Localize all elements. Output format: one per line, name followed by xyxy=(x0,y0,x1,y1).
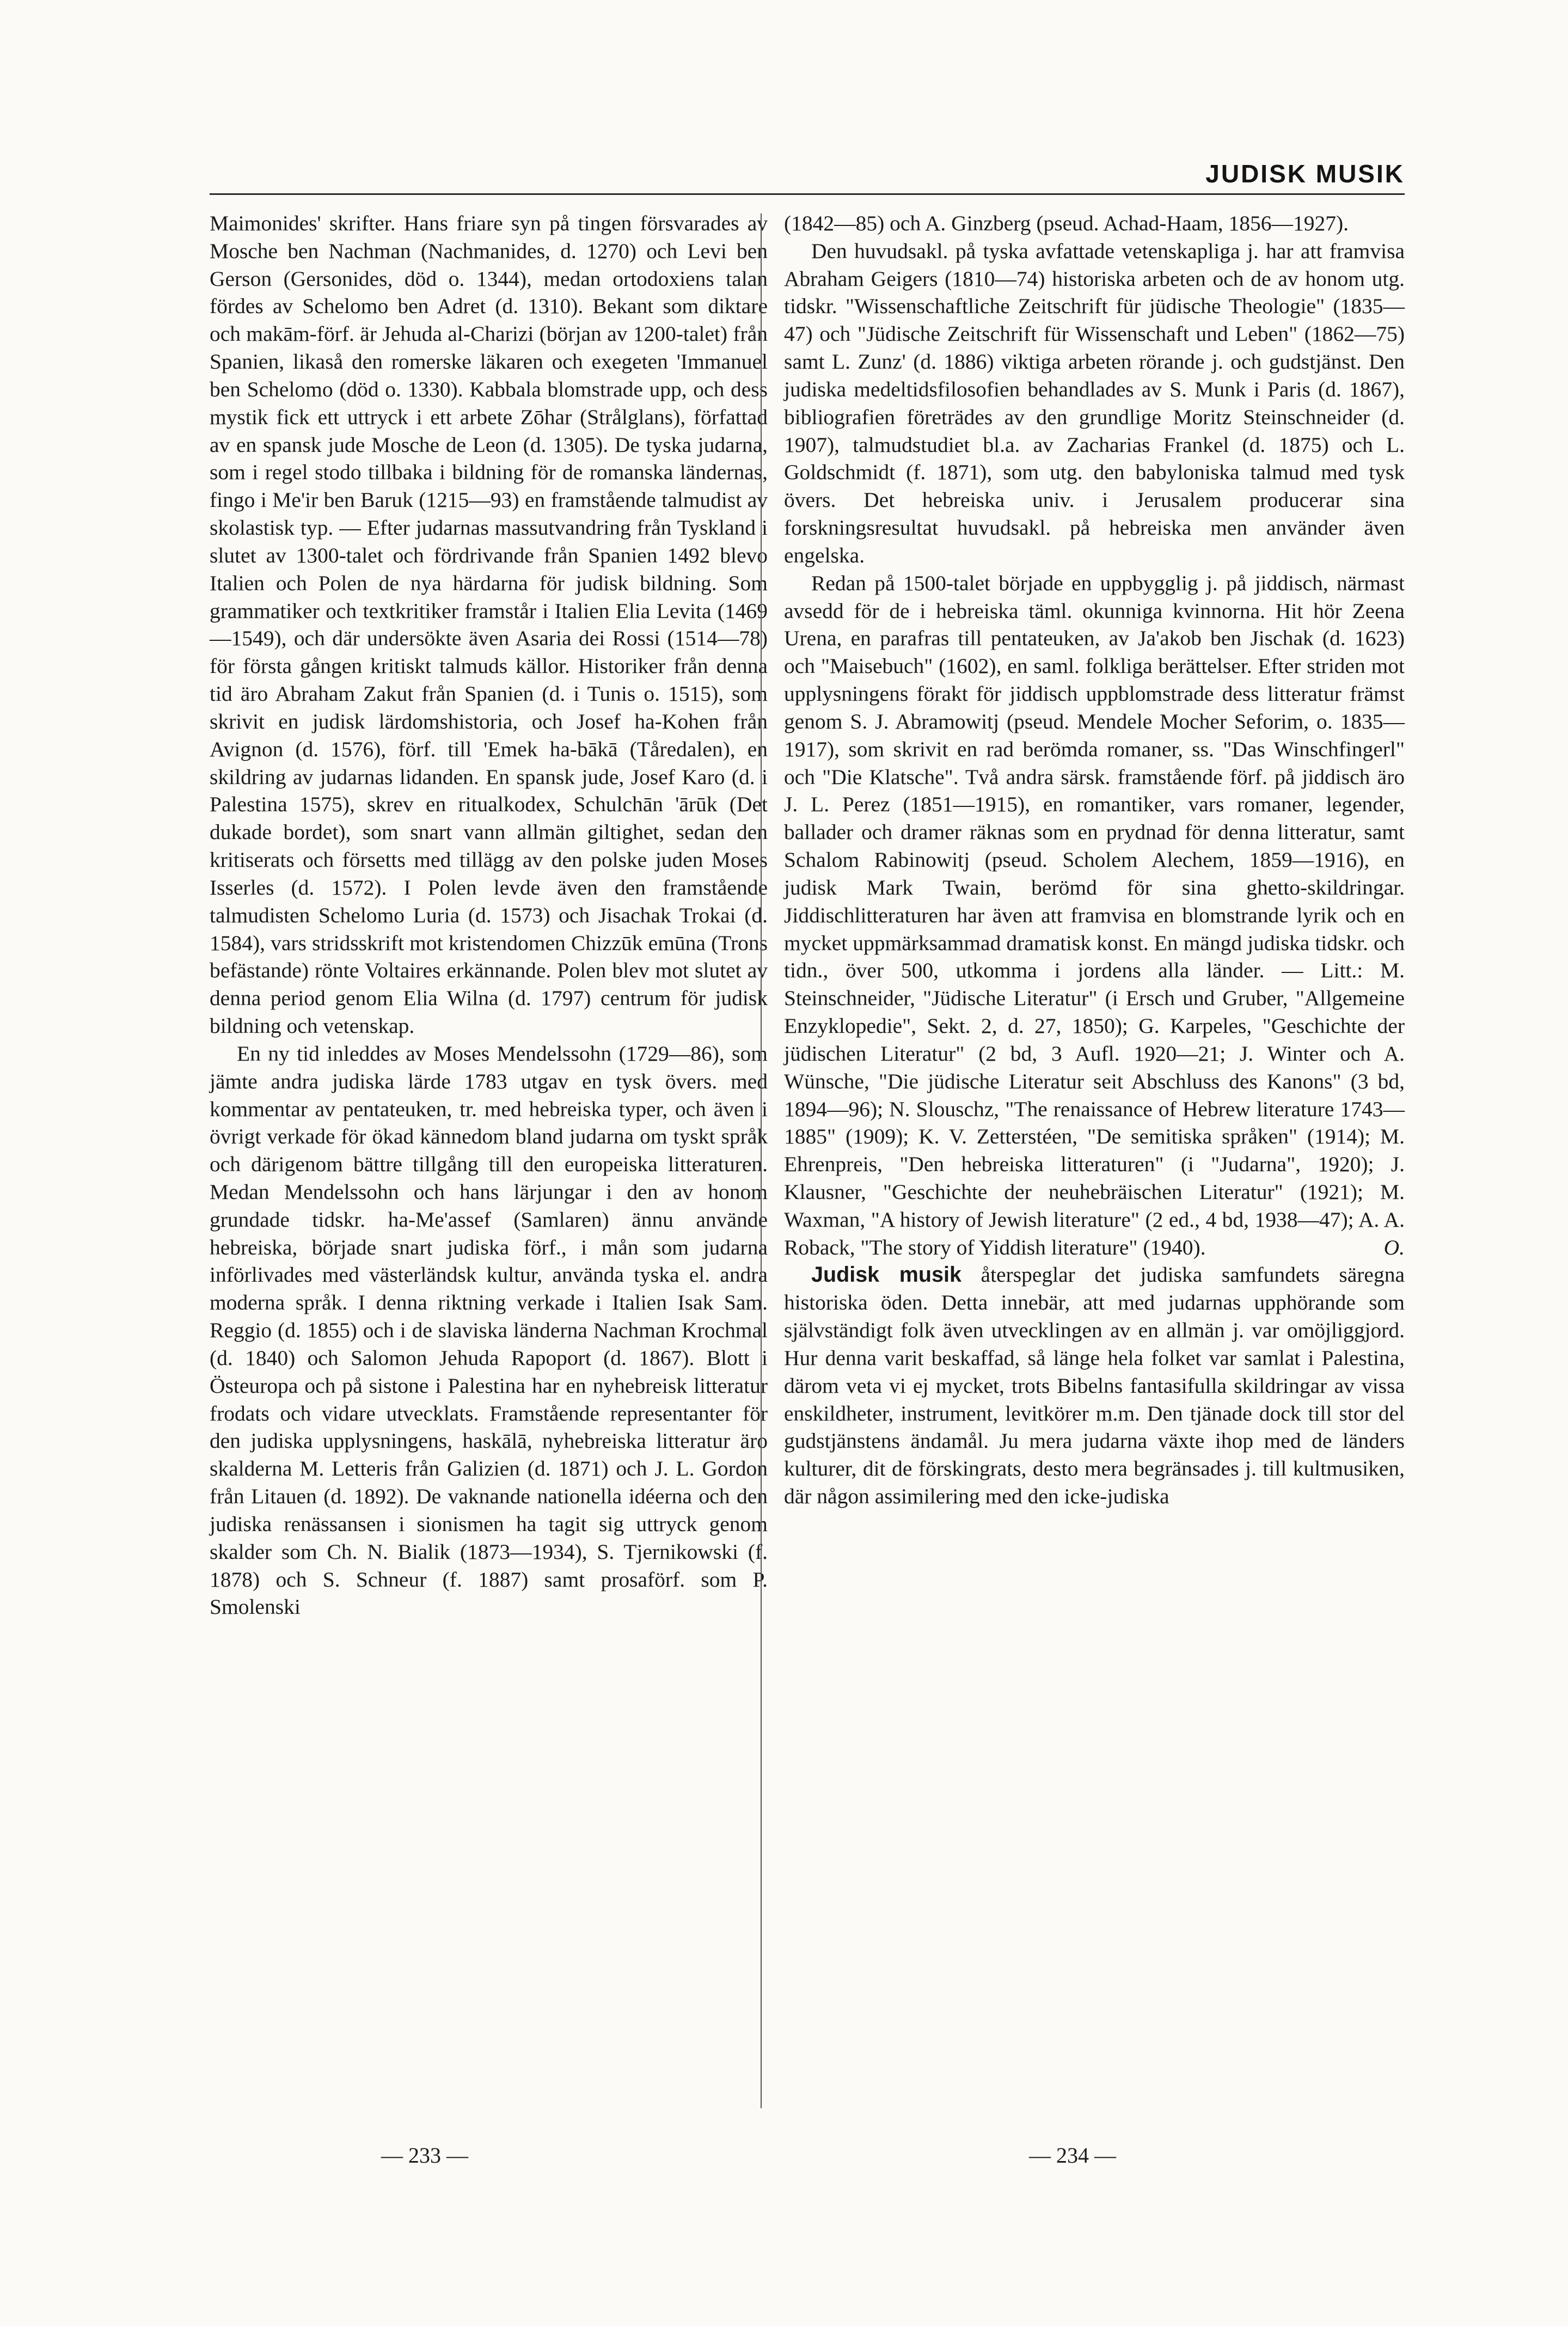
entry-judisk-musik xyxy=(784,1261,1405,1510)
right-paragraph-3-text: Redan på 1500-talet började en uppbygglig j. på jiddisch, närmast avsedd för de i hebreiska täml. okunniga kvinnorna. Hit hör Zeena Urena, en parafras till pentateuken, av Ja'akob ben Jischak (d. 1623) och "Maisebuch" (1602), en saml. folkliga berättelser. Efter striden mot upplysningens förakt för jiddisch uppblomstrade dess litteratur främst genom S. J. Abramowitj (pseud. Mendele Mocher Seforim, o. 1835—1917), som skrivit en rad berömda romaner, ss. "Das Winschfingerl" och "Die Klatsche". Två andra särsk. framstående förf. på jiddisch äro J. L. Perez (1851—1915), en romantiker, vars romaner, legender, ballader och dramer räknas som en prydnad för denna litteratur, samt Schalom Rabinowitj (pseud. Scholem Alechem, 1859—1916), en judisk Mark Twain, berömd för sina ghetto-skildringar. Jiddischlitteraturen har även att framvisa en blomstrande lyrik och en mycket uppmärksammad dramatisk konst. En mängd judiska tidskr. och tidn., över 500, utkomma i jordens alla länder. — Litt.: M. Steinschneider, "Jüdische Literatur" (i Ersch und Gruber, "Allgemeine Enzyklopedie", Sekt. 2, d. 27, 1850); G. Karpeles, "Geschichte der jüdischen Literatur" (2 bd, 3 Aufl. 1920—21; J. Winter och A. Wünsche, "Die jüdische Literatur seit Abschluss des Kanons" (3 bd, 1894—96); N. Slouschz, "The renaissance of Hebrew literature 1743—1885" (1909); K. V. Zetterstéen, "De semitiska språken" (1914); M. Ehrenpreis, "Den hebreiska litteraturen" (i "Judarna", 1920); J. Klausner, "Geschichte der neuhebräischen Literatur" (1921); M. Waxman, "A history of Jewish literature" (2 ed., 4 bd, 1938—47); A. A. Roback, "The story of Yiddish literature" (1940). xyxy=(784,571,1405,1259)
right-column xyxy=(784,210,1405,1510)
right-paragraph-2: Den huvudsakl. på tyska avfattade vetenskapliga j. har att framvisa Abraham Geigers (1810—74) historiska arbeten och de av honom utg. tidskr. "Wissenschaftliche Zeitschrift für jüdische Theologie" (1835—47) och "Jüdische Zeitschrift für Wissenschaft und Leben" (1862—75) samt L. Zunz' (d. 1886) viktiga arbeten rörande j. och gudstjänst. Den judiska medeltidsfilosofien behandlades av S. Munk i Paris (d. 1867), bibliografien företrädes av den grundlige Moritz Steinschneider (d. 1907), talmudstudiet bl.a. av Zacharias Frankel (d. 1875) och L. Goldschmidt (f. 1871), som utg. den babyloniska talmud med tysk övers. Det hebreiska univ. i Jerusalem producerar sina forskningsresultat huvudsakl. på hebreiska men använder även engelska. xyxy=(784,238,1405,567)
left-column xyxy=(210,210,768,1621)
entry-headword: Judisk musik xyxy=(811,1263,961,1287)
left-paragraph-2: En ny tid inleddes av Moses Mendelssohn (1729—86), som jämte andra judiska lärde 1783 utgav en tysk övers. med kommentar av pentateuken, tr. med hebreiska typer, och även i övrigt verkade för ökad kännedom bland judarna om tyskt språk och därigenom bättre tillgång till den europeiska litteraturen. Medan Mendelssohn och hans lärjungar i den av honom grundade tidskr. ha-Me'assef (Samlaren) ännu använde hebreiska, började snart judiska förf., i mån som judarna införlivades med västerländsk kultur, använda tyska el. andra moderna språk. I denna riktning verkade i Italien Isak Sam. Reggio (d. 1855) och i de slaviska länderna Nachman Krochmal (d. 1840) och Salomon Jehuda Rapoport (d. 1867). Blott i Östeuropa och på sistone i Palestina har en nyhebreisk litteratur frodats och vidare utvecklats. Framstående representanter för den judiska upplysningens, haskālā, nyhebreiska litteratur äro skalderna M. Letteris från Galizien (d. 1871) och J. L. Gordon från Litauen (d. 1892). De vaknande nationella idéerna och den judiska renässansen i sionismen ha tagit sig uttryck genom skalder som Ch. N. Bialik (1873—1934), S. Tjernikowski (f. 1878) och S. Schneur (f. 1887) samt prosaförf. som P. Smolenski xyxy=(210,1041,768,1619)
right-paragraph-3 xyxy=(784,570,1405,1262)
entry-body: återspeglar det judiska samfundets säregna historiska öden. Detta innebär, att med judarnas upphörande som självständigt folk även utvecklingen av en allmän j. var omöjliggjord. Hur denna varit beskaffad, så länge hela folket var samlat i Palestina, därom veta vi ej mycket, trots Bibelns fantasifulla skildringar av vissa enskildheter, instrument, levitkörer m.m. Den tjänade dock till stor del gudstjänstens ändamål. Ju mera judarna växte ihop med de länders kulturer, dit de förskingrats, desto mera begränsades j. till kultmusiken, där någon assimilering med den icke-judiska xyxy=(784,1263,1405,1509)
running-header: JUDISK MUSIK xyxy=(1205,160,1405,188)
right-paragraph-1: (1842—85) och A. Ginzberg (pseud. Achad-Haam, 1856—1927). xyxy=(784,211,1349,235)
author-signature: O. xyxy=(1383,1235,1405,1259)
page-number-right: — 234 — xyxy=(1029,2143,1116,2168)
header-rule xyxy=(210,193,1405,195)
column-divider xyxy=(761,213,762,2108)
page-number-left: — 233 — xyxy=(381,2143,468,2168)
left-paragraph-1: Maimonides' skrifter. Hans friare syn på tingen försvarades av Mosche ben Nachman (Nachmanides, d. 1270) och Levi ben Gerson (Gersonides, död o. 1344), medan ortodoxiens talan fördes av Schelomo ben Adret (d. 1310). Bekant som diktare och makām-förf. är Jehuda al-Charizi (början av 1200-talet) från Spanien, likaså den romerske läkaren och exegeten 'Immanuel ben Schelomo (död o. 1330). Kabbala blomstrade upp, och dess mystik fick ett uttryck i ett arbete Zōhar (Strålglans), författad av en spansk jude Mosche de Leon (d. 1305). De tyska judarna, som i regel stodo tillbaka i bildning för de romanska ländernas, fingo i Me'ir ben Baruk (1215—93) en framstående talmudist av skolastisk typ. — Efter judarnas massutvandring från Tyskland i slutet av 1300-talet och fördrivande från Spanien 1492 blevo Italien och Polen de nya härdarna för judisk bildning. Som grammatiker och textkritiker framstår i Italien Elia Levita (1469—1549), och där undersökte även Asaria dei Rossi (1514—78) för första gången kritiskt talmuds källor. Historiker från denna tid äro Abraham Zakut från Spanien (d. i Tunis o. 1515), som skrivit en judisk lärdomshistoria, och Josef ha-Kohen från Avignon (d. 1576), förf. till 'Emek ha-bākā (Tåredalen), en skildring av judarnas lidanden. En spansk jude, Josef Karo (d. i Palestina 1575), skrev en ritualkodex, Schulchān 'ārūk (Det dukade bordet), som snart vann allmän giltighet, sedan den kritiserats och försetts med tillägg av den polske juden Moses Isserles (d. 1572). I Polen levde även den framstående talmudisten Schelomo Luria (d. 1573) och Jisachak Trokai (d. 1584), vars stridsskrift mot kristendomen Chizzūk emūna (Trons befästande) rönte Voltaires erkännande. Polen blev mot slutet av denna period genom Elia Wilna (d. 1797) centrum för judisk bildning och vetenskap. xyxy=(210,211,768,1038)
